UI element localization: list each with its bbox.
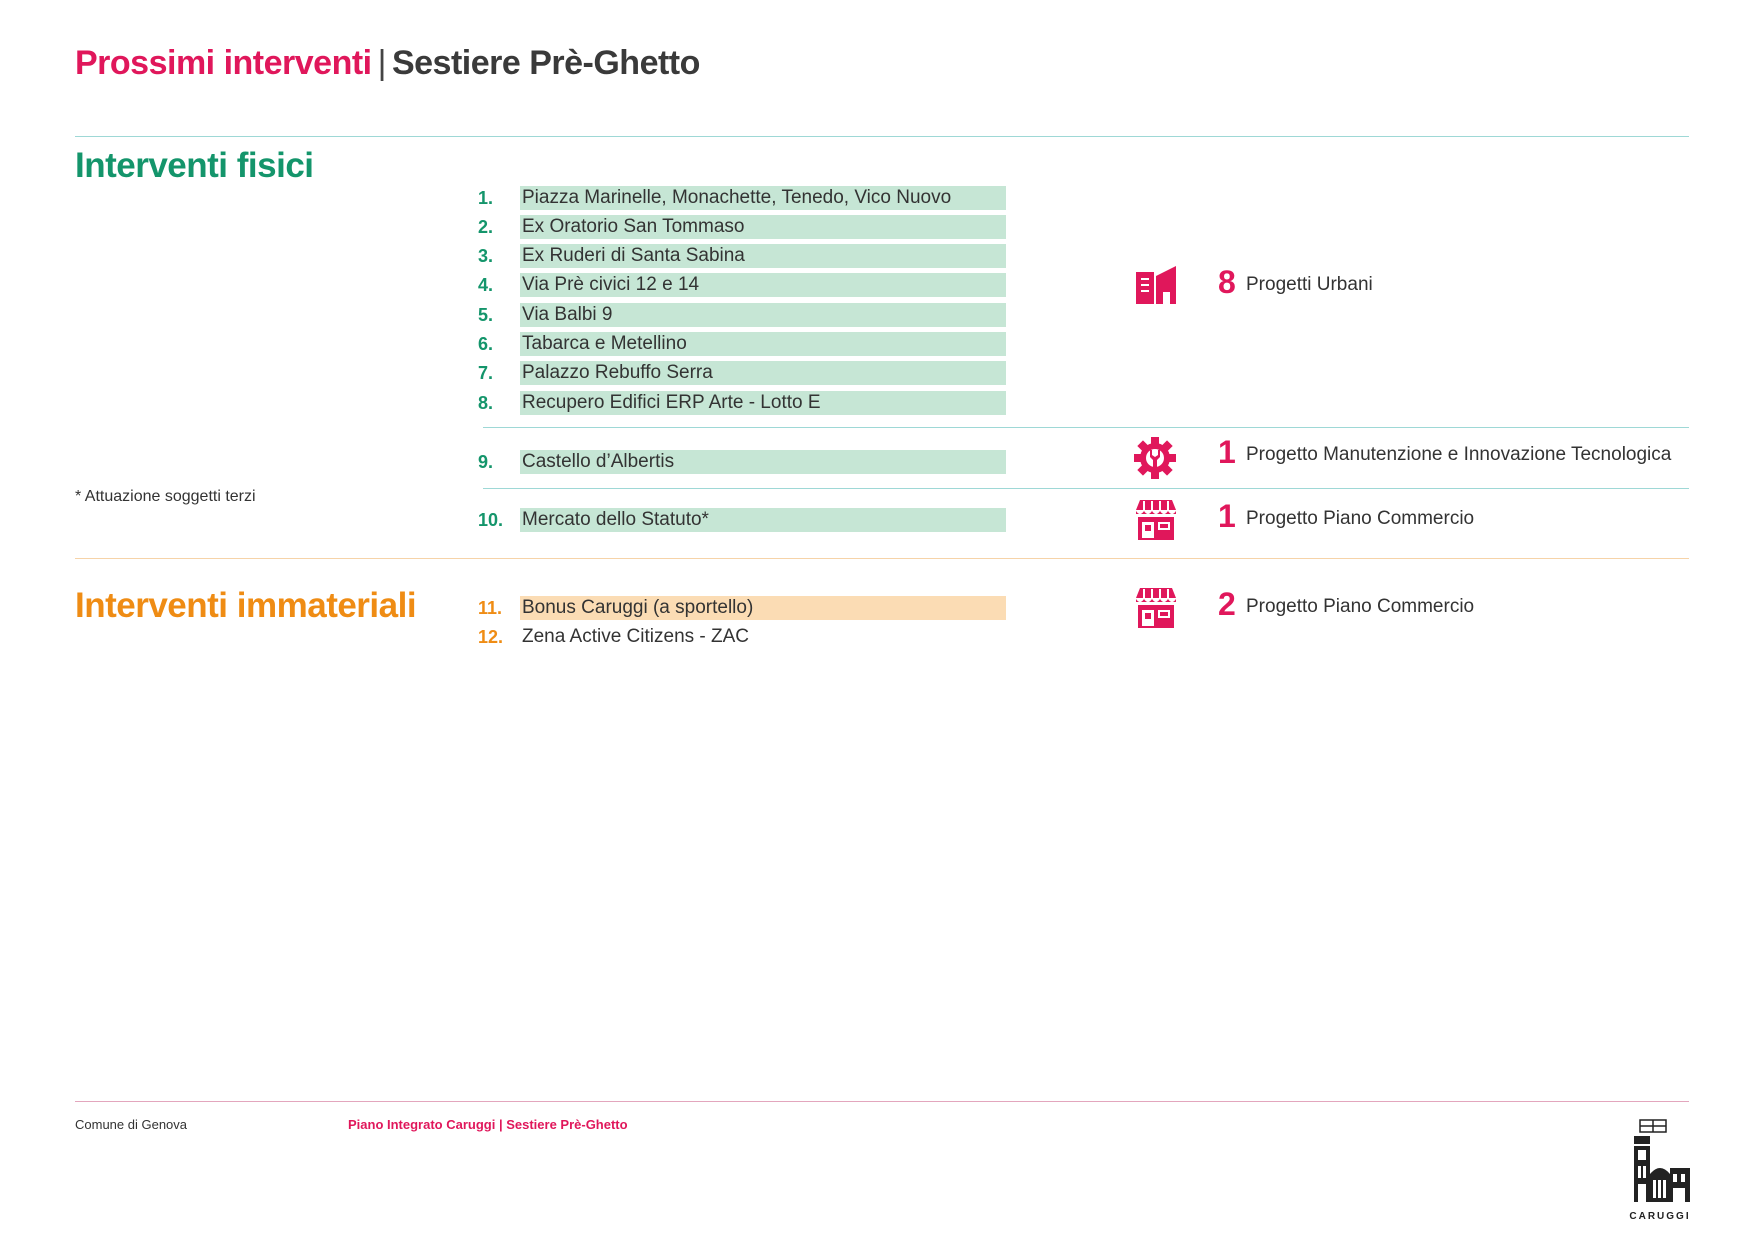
group-divider bbox=[483, 488, 1689, 489]
item-number: 5. bbox=[478, 304, 494, 325]
list-item bbox=[478, 361, 1006, 385]
group-label: Progetto Piano Commercio bbox=[1246, 508, 1475, 529]
item-label: Via Prè civici 12 e 14 bbox=[520, 273, 1006, 297]
footer-divider bbox=[75, 1101, 1689, 1102]
item-number: 8. bbox=[478, 392, 494, 413]
list-item bbox=[478, 596, 1006, 620]
list-item bbox=[478, 391, 1006, 415]
item-label: Ex Oratorio San Tommaso bbox=[520, 215, 1006, 239]
caruggi-logo-icon bbox=[1628, 1118, 1692, 1204]
list-item bbox=[478, 303, 1006, 327]
item-number: 4. bbox=[478, 274, 494, 295]
list-item bbox=[478, 186, 1006, 210]
group-count: 1 bbox=[1218, 434, 1236, 470]
item-label: Bonus Caruggi (a sportello) bbox=[520, 596, 1006, 620]
item-number: 1. bbox=[478, 187, 494, 208]
list-item bbox=[478, 332, 1006, 356]
footer-left-text: Comune di Genova bbox=[75, 1117, 188, 1132]
shop-icon bbox=[1134, 498, 1178, 542]
item-label: Recupero Edifici ERP Arte - Lotto E bbox=[520, 391, 1006, 415]
group-count: 2 bbox=[1218, 586, 1236, 622]
title-secondary: Sestiere Prè-Ghetto bbox=[391, 44, 700, 82]
title-primary: Prossimi interventi bbox=[75, 44, 372, 82]
group-label: Progetto Manutenzione e Innovazione Tecnologica bbox=[1246, 444, 1672, 465]
item-number: 2. bbox=[478, 216, 494, 237]
item-label: Castello d’Albertis bbox=[520, 450, 1006, 474]
section-divider bbox=[75, 558, 1689, 559]
page-title bbox=[75, 44, 700, 83]
item-number: 12. bbox=[478, 626, 504, 647]
building-icon bbox=[1134, 264, 1178, 308]
list-item bbox=[478, 273, 1006, 297]
item-label: Via Balbi 9 bbox=[520, 303, 1006, 327]
item-number: 3. bbox=[478, 245, 494, 266]
item-number: 7. bbox=[478, 362, 494, 383]
caruggi-logo-text: CARUGGI bbox=[1629, 1211, 1691, 1222]
section-title-physical: Interventi fisici bbox=[75, 146, 314, 185]
list-item bbox=[478, 215, 1006, 239]
group-count: 1 bbox=[1218, 498, 1236, 534]
item-label: Zena Active Citizens - ZAC bbox=[522, 626, 750, 647]
group-count: 8 bbox=[1218, 264, 1236, 300]
item-label: Tabarca e Metellino bbox=[520, 332, 1006, 356]
group-divider bbox=[483, 427, 1689, 428]
item-label: Piazza Marinelle, Monachette, Tenedo, Vico Nuovo bbox=[520, 186, 1006, 210]
group-label: Progetti Urbani bbox=[1246, 274, 1373, 295]
item-number: 9. bbox=[478, 451, 494, 472]
item-number: 6. bbox=[478, 333, 494, 354]
item-label: Palazzo Rebuffo Serra bbox=[520, 361, 1006, 385]
list-item bbox=[478, 625, 1006, 649]
gear-wrench-icon bbox=[1133, 436, 1177, 480]
caruggi-logo bbox=[1628, 1118, 1692, 1220]
footnote: * Attuazione soggetti terzi bbox=[75, 488, 256, 505]
item-number: 10. bbox=[478, 509, 504, 530]
item-number: 11. bbox=[478, 597, 503, 618]
header-divider bbox=[75, 136, 1689, 137]
list-item bbox=[478, 244, 1006, 268]
list-item bbox=[478, 450, 1006, 474]
item-label: Mercato dello Statuto* bbox=[520, 508, 1006, 532]
group-label: Progetto Piano Commercio bbox=[1246, 596, 1475, 617]
list-item bbox=[478, 508, 1006, 532]
shop-icon bbox=[1134, 586, 1178, 630]
section-title-immaterial: Interventi immateriali bbox=[75, 586, 417, 625]
item-label: Ex Ruderi di Santa Sabina bbox=[520, 244, 1006, 268]
footer-document-title: Piano Integrato Caruggi | Sestiere Prè-Ghetto bbox=[348, 1117, 628, 1132]
title-separator: | bbox=[377, 44, 386, 82]
